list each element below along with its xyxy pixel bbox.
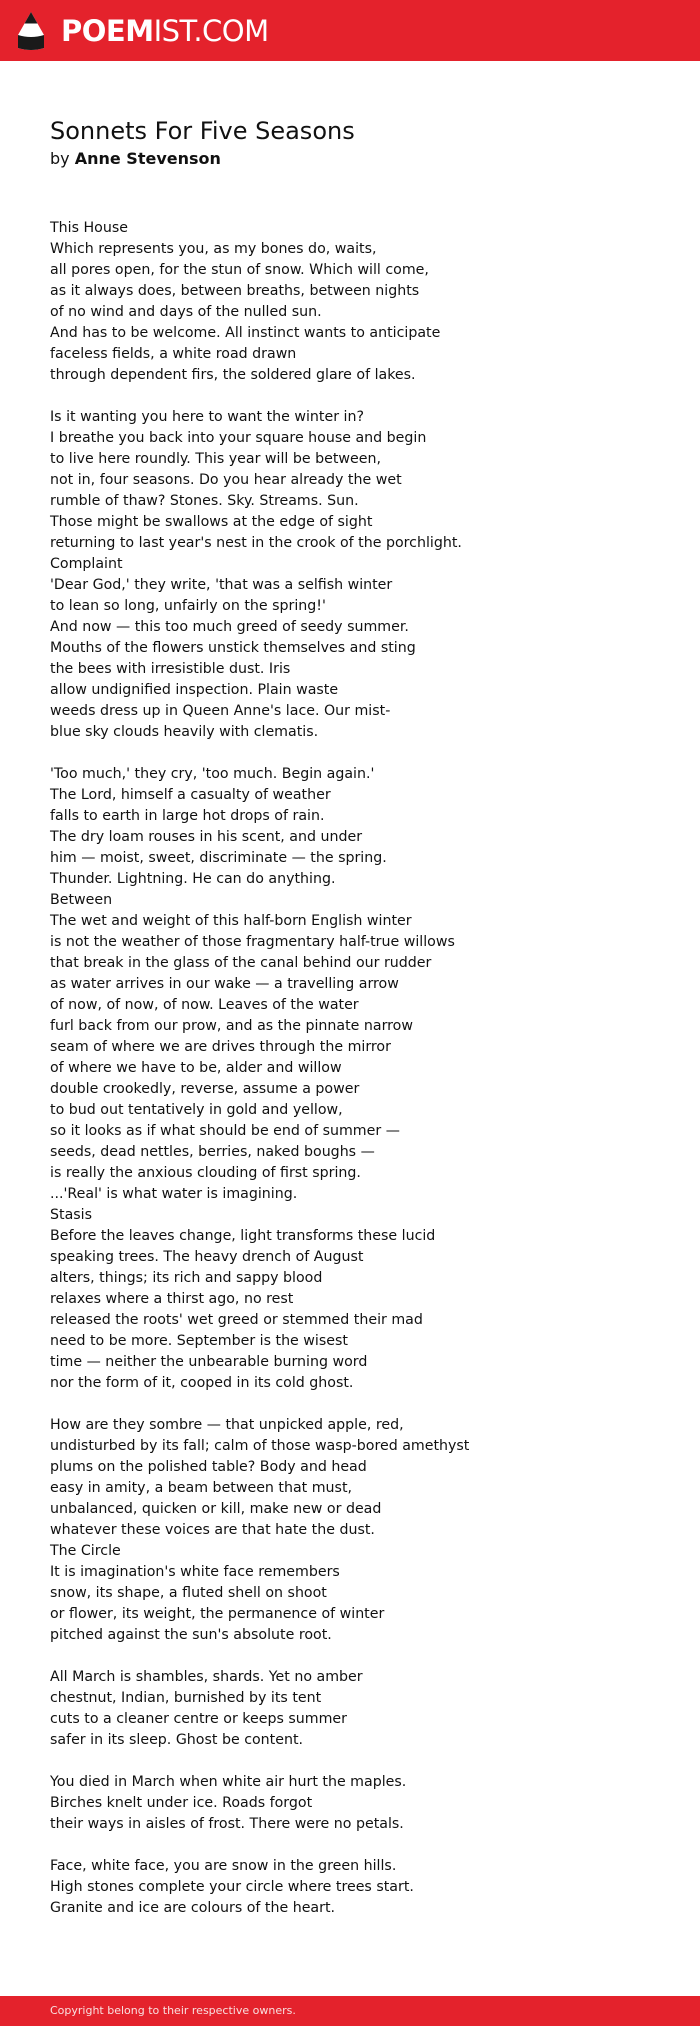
poem-line: so it looks as if what should be end of summer — (50, 1123, 400, 1139)
poem-line: snow, its shape, a fluted shell on shoot (50, 1585, 327, 1601)
poem-line: seam of where we are drives through the mirror (50, 1039, 391, 1055)
poem-line: And now — this too much greed of seedy summer. (50, 619, 409, 635)
poem-line: or flower, its weight, the permanence of winter (50, 1606, 385, 1622)
poem-line: rumble of thaw? Stones. Sky. Streams. Sun. (50, 493, 359, 509)
poem-line: Between (50, 892, 113, 908)
poem-line: cuts to a cleaner centre or keeps summer (50, 1711, 347, 1727)
poem-line: Is it wanting you here to want the winter in? (50, 409, 365, 425)
poem-line: safer in its sleep. Ghost be content. (50, 1732, 304, 1748)
poem-line: released the roots' wet greed or stemmed their mad (50, 1312, 423, 1328)
site-footer (0, 1996, 700, 2026)
copyright-text: Copyright belong to their respective owners. (50, 2004, 296, 2017)
stanza-break (50, 386, 670, 407)
poem-line: All March is shambles, shards. Yet no amber (50, 1669, 363, 1685)
poem-line: The wet and weight of this half-born English winter (50, 913, 412, 929)
poem-line: pitched against the sun's absolute root. (50, 1627, 332, 1643)
poem-line: And has to be welcome. All instinct wants to anticipate (50, 325, 441, 341)
poem-line: ...'Real' is what water is imagining. (50, 1186, 298, 1202)
poem-line: chestnut, Indian, burnished by its tent (50, 1690, 322, 1706)
poem-line: easy in amity, a beam between that must, (50, 1480, 353, 1496)
poem-line: double crookedly, reverse, assume a power (50, 1081, 360, 1097)
poem-line: him — moist, sweet, discriminate — the spring. (50, 850, 387, 866)
poem-line: Those might be swallows at the edge of sight (50, 514, 373, 530)
poem-line: to lean so long, unfairly on the spring!' (50, 598, 326, 614)
poem-line: is not the weather of those fragmentary half-true willows (50, 934, 455, 950)
poem-line: Which represents you, as my bones do, waits, (50, 241, 377, 257)
poem-line: whatever these voices are that hate the dust. (50, 1522, 375, 1538)
poem-line: Birches knelt under ice. Roads forgot (50, 1795, 313, 1811)
poem-line: 'Too much,' they cry, 'too much. Begin again.' (50, 766, 375, 782)
poem-line: that break in the glass of the canal behind our rudder (50, 955, 432, 971)
poem-line: plums on the polished table? Body and head (50, 1459, 367, 1475)
poem-line: the bees with irresistible dust. Iris (50, 661, 291, 677)
stanza-break (50, 1394, 670, 1415)
stanza-break (50, 1751, 670, 1772)
poem-line: Complaint (50, 556, 123, 572)
poem-line: unbalanced, quicken or kill, make new or dead (50, 1501, 382, 1517)
poem-line: all pores open, for the stun of snow. Which will come, (50, 262, 429, 278)
poem-author: Anne Stevenson (74, 149, 221, 168)
poem-line: alters, things; its rich and sappy blood (50, 1270, 323, 1286)
poem-line: allow undignified inspection. Plain waste (50, 682, 339, 698)
poem-line: I breathe you back into your square house and begin (50, 430, 427, 446)
poem-line: time — neither the unbearable burning word (50, 1354, 368, 1370)
poem-line: You died in March when white air hurt the maples. (50, 1774, 407, 1790)
poem-line: Granite and ice are colours of the heart. (50, 1900, 336, 1916)
poem-line: of no wind and days of the nulled sun. (50, 304, 322, 320)
poem-title: Sonnets For Five Seasons (50, 117, 355, 145)
byline-label: by (50, 149, 70, 168)
poem-line: The dry loam rouses in his scent, and under (50, 829, 363, 845)
poem-line: blue sky clouds heavily with clematis. (50, 724, 319, 740)
poem-line: High stones complete your circle where trees start. (50, 1879, 414, 1895)
site-logo-text (61, 11, 269, 51)
poem-line: 'Dear God,' they write, 'that was a selfish winter (50, 577, 393, 593)
site-header (0, 0, 700, 61)
pencil-icon (17, 11, 45, 51)
stanza-break (50, 1835, 670, 1856)
poem-line: undisturbed by its fall; calm of those wasp-bored amethyst (50, 1438, 470, 1454)
poem-line: How are they sombre — that unpicked apple, red, (50, 1417, 404, 1433)
stanza-break (50, 743, 670, 764)
poem-body (50, 218, 670, 1919)
poem-line: to live here roundly. This year will be between, (50, 451, 381, 467)
poem-line: weeds dress up in Queen Anne's lace. Our mist- (50, 703, 391, 719)
site-logo-link[interactable] (17, 11, 269, 51)
poem-line: The Lord, himself a casualty of weather (50, 787, 331, 803)
poem-line: of now, of now, of now. Leaves of the water (50, 997, 359, 1013)
logo-text-bold: POEM (61, 14, 154, 48)
poem-line: as water arrives in our wake — a travelling arrow (50, 976, 399, 992)
poem-line: It is imagination's white face remembers (50, 1564, 340, 1580)
poem-line: This House (50, 220, 128, 236)
poem-line: returning to last year's nest in the crook of the porchlight. (50, 535, 462, 551)
poem-line: nor the form of it, cooped in its cold ghost. (50, 1375, 354, 1391)
poem-line: seeds, dead nettles, berries, naked boughs — (50, 1144, 375, 1160)
poem-byline (50, 148, 221, 170)
poem-line: Stasis (50, 1207, 92, 1223)
poem-line: relaxes where a thirst ago, no rest (50, 1291, 294, 1307)
poem-line: furl back from our prow, and as the pinnate narrow (50, 1018, 413, 1034)
poem-line: Face, white face, you are snow in the green hills. (50, 1858, 397, 1874)
poem-line: Mouths of the flowers unstick themselves and sting (50, 640, 416, 656)
poem-line: not in, four seasons. Do you hear already the wet (50, 472, 402, 488)
poem-line: need to be more. September is the wisest (50, 1333, 348, 1349)
poem-line: faceless fields, a white road drawn (50, 346, 297, 362)
poem-line: falls to earth in large hot drops of rain. (50, 808, 325, 824)
poem-line: The Circle (50, 1543, 121, 1559)
logo-text-light: IST.COM (153, 14, 269, 48)
poem-line: Thunder. Lightning. He can do anything. (50, 871, 336, 887)
poem-line: to bud out tentatively in gold and yellow, (50, 1102, 343, 1118)
poem-line: of where we have to be, alder and willow (50, 1060, 342, 1076)
poem-line: their ways in aisles of frost. There were no petals. (50, 1816, 404, 1832)
poem-line: through dependent firs, the soldered glare of lakes. (50, 367, 416, 383)
poem-line: speaking trees. The heavy drench of August (50, 1249, 364, 1265)
stanza-break (50, 1646, 670, 1667)
poem-line: is really the anxious clouding of first spring. (50, 1165, 361, 1181)
poem-line: Before the leaves change, light transforms these lucid (50, 1228, 436, 1244)
poem-line: as it always does, between breaths, between nights (50, 283, 420, 299)
